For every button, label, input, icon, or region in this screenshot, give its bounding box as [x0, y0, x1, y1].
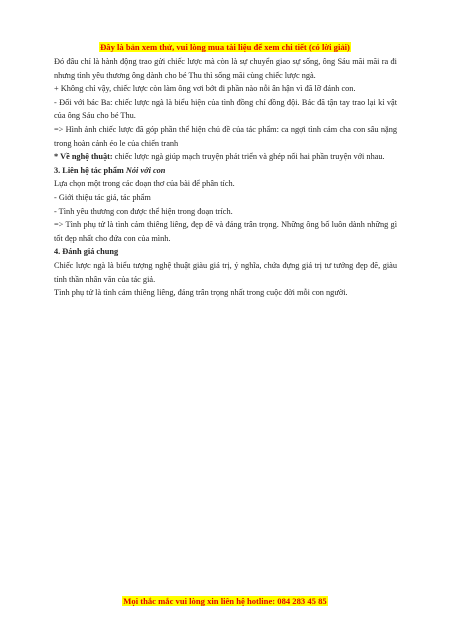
- preview-notice-banner: [0, 42, 450, 52]
- paragraph: => Tình phụ tử là tình cảm thiêng liêng, đẹp đẽ và đáng trân trọng. Những ông bố luôn dành những gì tốt đẹp nhất cho đứa con của mình.: [54, 220, 397, 243]
- section-heading-3-prefix: 3. Liên hệ tác phẩm: [54, 165, 126, 175]
- section-heading-3: [54, 164, 397, 178]
- art-paragraph: [54, 150, 397, 164]
- paragraph: + Không chỉ vậy, chiếc lược còn làm ông vơi bớt đi phần nào nỗi ân hận vì đã lỡ đánh con.: [54, 84, 356, 94]
- art-label: * Về nghệ thuật:: [54, 152, 113, 162]
- hotline-text: Mọi thắc mắc vui lòng xin liên hệ hotline: 084 283 45 85: [123, 596, 327, 606]
- paragraph: => Hình ảnh chiếc lược đã góp phần thể hiện chủ đề của tác phẩm: ca ngợi tình cảm cha con sâu nặng trong hoàn cảnh éo le của chiến tranh: [54, 124, 397, 148]
- preview-notice-text: Đây là bản xem thử, vui lòng mua tài liệu để xem chi tiết (có lời giải): [100, 42, 350, 52]
- paragraph: Chiếc lược ngà là biểu tượng nghệ thuật giàu giá trị, ý nghĩa, chứa đựng giá trị tư tưởng đẹp đẽ, giàu tính thần nhân văn của tác giả.: [54, 260, 397, 284]
- paragraph: - Giới thiệu tác giả, tác phẩm: [54, 192, 151, 202]
- section-heading-3-title: Nói với con: [125, 165, 166, 175]
- paragraph: - Đối với bác Ba: chiếc lược ngà là biểu hiện của tình đồng chí đồng đội. Bác đã tận tay trao lại kỉ vật của ông Sáu cho bé Thu.: [54, 97, 397, 121]
- paragraph: - Tình yêu thương con được thể hiện trong đoạn trích.: [54, 206, 233, 216]
- paragraph: Đó đâu chỉ là hành động trao gửi chiếc lược mà còn là sự chuyển giao sự sống, ông Sáu mãi mãi ra đi nhưng tình yêu thương ông dành cho bé Thu thì sống mãi cùng chiếc lược ngà.: [54, 57, 397, 80]
- art-text: chiếc lược ngà giúp mạch truyện phát triển và ghép nối hai phần truyện với nhau.: [112, 152, 385, 162]
- section-heading-4: 4. Đánh giá chung: [54, 247, 119, 257]
- document-body: [54, 55, 397, 300]
- paragraph: Tình phụ tử là tình cảm thiêng liêng, đáng trân trọng nhất trong cuộc đời mỗi con người.: [54, 288, 348, 298]
- hotline-banner: [0, 596, 450, 606]
- paragraph: Lựa chọn một trong các đoạn thơ của bài để phân tích.: [54, 179, 235, 189]
